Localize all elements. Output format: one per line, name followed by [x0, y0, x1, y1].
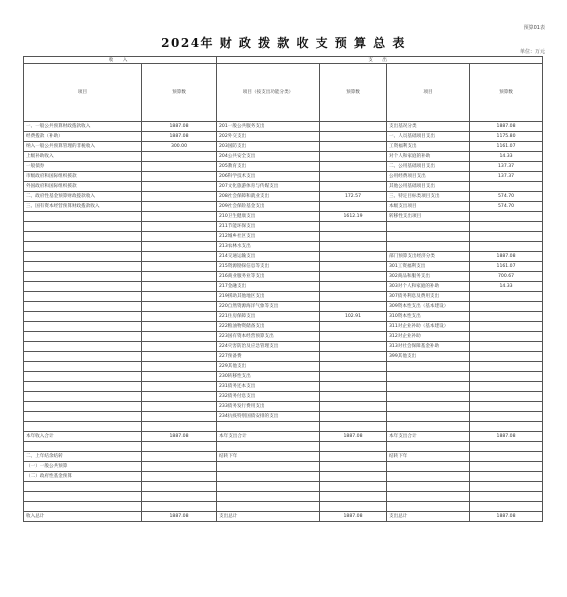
table-row: [24, 152, 543, 162]
table-row: [24, 452, 543, 462]
income-item-cell: [24, 372, 142, 382]
economic-item-cell: 三、特定目标类项目支出: [387, 192, 470, 202]
economic-amount-cell: [470, 382, 543, 392]
income-item-cell: [24, 422, 142, 432]
economic-item-cell: [387, 382, 470, 392]
function-item-cell: 230转移性支出: [217, 372, 320, 382]
table-row: [24, 182, 543, 192]
table-row: [24, 352, 543, 362]
economic-item-cell: [387, 372, 470, 382]
economic-item-cell: 本级支出项目: [387, 202, 470, 212]
function-item-cell: 213农林水支出: [217, 242, 320, 252]
income-item-cell: 外国政府和国际组织援款: [24, 182, 142, 192]
income-item-cell: 二、上年结余结转: [24, 452, 142, 462]
economic-item-cell: [387, 462, 470, 472]
income-item-cell: 市级政府和国际组织援款: [24, 172, 142, 182]
budget-table: [23, 56, 543, 522]
function-amount-cell: [320, 402, 387, 412]
table-row: [24, 132, 543, 142]
income-amount-cell: [142, 422, 217, 432]
economic-amount-cell: 14.33: [470, 152, 543, 162]
income-amount-cell: [142, 372, 217, 382]
income-item-cell: 一、一般公共预算财政拨款收入: [24, 122, 142, 132]
economic-item-cell: 301工资福利支出: [387, 262, 470, 272]
function-item-cell: 217金融支出: [217, 282, 320, 292]
income-item-cell: 二、政府性基金预算财政拨款收入: [24, 192, 142, 202]
economic-amount-cell: 574.70: [470, 192, 543, 202]
economic-amount-cell: 1175.80: [470, 132, 543, 142]
income-amount-cell: [142, 172, 217, 182]
economic-item-cell: 工资福利支出: [387, 142, 470, 152]
economic-amount-cell: 700.67: [470, 272, 543, 282]
economic-item-cell: 结转下年: [387, 452, 470, 462]
function-item-cell: [217, 482, 320, 492]
function-item-cell: 222粮油物资储备支出: [217, 322, 320, 332]
page-title: 2024年 财 政 拨 款 收 支 预 算 总 表: [161, 36, 406, 50]
economic-amount-cell: 1161.07: [470, 262, 543, 272]
table-row: [24, 332, 543, 342]
income-item-cell: [24, 302, 142, 312]
income-item-cell: [24, 242, 142, 252]
income-amount-cell: [142, 282, 217, 292]
function-item-cell: [217, 442, 320, 452]
function-item-cell: 233债务发行费用支出: [217, 402, 320, 412]
economic-amount-cell: [470, 332, 543, 342]
table-row: [24, 282, 543, 292]
function-amount-cell: [320, 372, 387, 382]
function-item-cell: [217, 472, 320, 482]
function-amount-cell: [320, 172, 387, 182]
income-item-cell: 三、国有资本经营预算财政拨款收入: [24, 202, 142, 212]
economic-amount-cell: [470, 342, 543, 352]
function-amount-cell: [320, 232, 387, 242]
table-row: [24, 482, 543, 492]
table-row: [24, 202, 543, 212]
section-header-row: [24, 57, 543, 64]
function-amount-cell: [320, 482, 387, 492]
function-item-cell: [217, 462, 320, 472]
function-amount-header: 预算数: [320, 64, 387, 122]
table-row: [24, 122, 543, 132]
table-row: [24, 342, 543, 352]
function-amount-cell: [320, 492, 387, 502]
function-item-cell: 216商业服务业等支出: [217, 272, 320, 282]
table-row: [24, 512, 543, 522]
function-amount-cell: [320, 502, 387, 512]
income-item-cell: [24, 332, 142, 342]
function-amount-cell: [320, 472, 387, 482]
economic-item-cell: 二、公用基础项目支出: [387, 162, 470, 172]
function-amount-cell: [320, 362, 387, 372]
economic-item-cell: [387, 492, 470, 502]
income-item-cell: [24, 482, 142, 492]
function-item-cell: 201一般公共服务支出: [217, 122, 320, 132]
function-amount-cell: [320, 222, 387, 232]
table-row: [24, 382, 543, 392]
income-amount-cell: [142, 312, 217, 322]
economic-amount-cell: 1161.07: [470, 142, 543, 152]
function-amount-cell: 1887.08: [320, 512, 387, 522]
income-item-cell: [24, 312, 142, 322]
economic-amount-cell: 1887.08: [470, 122, 543, 132]
economic-item-cell: [387, 232, 470, 242]
function-item-cell: 220自然资源海洋气象等支出: [217, 302, 320, 312]
function-item-cell: 211节能环保支出: [217, 222, 320, 232]
function-amount-cell: [320, 342, 387, 352]
table-row: [24, 412, 543, 422]
table-row: [24, 142, 543, 152]
function-item-cell: [217, 492, 320, 502]
table-row: [24, 242, 543, 252]
function-amount-cell: 172.57: [320, 192, 387, 202]
function-item-cell: 结转下年: [217, 452, 320, 462]
income-item-cell: （二）政府性基金预算: [24, 472, 142, 482]
table-row: [24, 192, 543, 202]
economic-amount-cell: [470, 182, 543, 192]
function-amount-cell: [320, 282, 387, 292]
function-item-cell: 206科学技术支出: [217, 172, 320, 182]
income-item-cell: [24, 272, 142, 282]
economic-amount-cell: [470, 482, 543, 492]
economic-amount-cell: [470, 452, 543, 462]
table-row: [24, 252, 543, 262]
income-item-cell: [24, 392, 142, 402]
economic-amount-cell: [470, 292, 543, 302]
economic-amount-cell: [470, 322, 543, 332]
income-item-cell: [24, 382, 142, 392]
income-item-cell: 一般债券: [24, 162, 142, 172]
table-row: [24, 222, 543, 232]
income-amount-cell: [142, 442, 217, 452]
income-amount-cell: [142, 222, 217, 232]
economic-item-cell: [387, 362, 470, 372]
economic-amount-cell: [470, 472, 543, 482]
income-amount-cell: [142, 492, 217, 502]
function-item-cell: 215资源勘探信息等支出: [217, 262, 320, 272]
function-item-cell: 203国防支出: [217, 142, 320, 152]
income-amount-cell: [142, 182, 217, 192]
table-row: [24, 302, 543, 312]
table-row: [24, 372, 543, 382]
table-row: [24, 262, 543, 272]
income-amount-cell: 1887.08: [142, 122, 217, 132]
table-row: [24, 312, 543, 322]
economic-item-cell: 其他公用基础项目支出: [387, 182, 470, 192]
income-amount-cell: [142, 402, 217, 412]
function-item-cell: 234抗疫特别国债安排的支出: [217, 412, 320, 422]
economic-item-cell: 公用经费项目支出: [387, 172, 470, 182]
income-amount-cell: 300.00: [142, 142, 217, 152]
income-amount-cell: [142, 472, 217, 482]
economic-item-cell: [387, 502, 470, 512]
economic-item-cell: [387, 412, 470, 422]
function-amount-cell: [320, 332, 387, 342]
income-item-cell: [24, 412, 142, 422]
income-item-cell: [24, 232, 142, 242]
economic-item-cell: 支出总计: [387, 512, 470, 522]
income-amount-cell: [142, 462, 217, 472]
function-item-cell: 227预备费: [217, 352, 320, 362]
economic-item-cell: [387, 482, 470, 492]
function-item-cell: 本年支出合计: [217, 432, 320, 442]
income-amount-cell: [142, 192, 217, 202]
income-amount-cell: [142, 412, 217, 422]
function-item-cell: 207文化旅游体育与传媒支出: [217, 182, 320, 192]
function-amount-cell: [320, 302, 387, 312]
income-amount-cell: [142, 242, 217, 252]
table-row: [24, 422, 543, 432]
function-item-cell: 223国有资本经营预算支出: [217, 332, 320, 342]
economic-amount-cell: [470, 442, 543, 452]
function-amount-cell: [320, 142, 387, 152]
table-row: [24, 432, 543, 442]
function-amount-cell: [320, 322, 387, 332]
income-amount-cell: [142, 362, 217, 372]
income-amount-cell: [142, 322, 217, 332]
table-row: [24, 322, 543, 332]
economic-item-header: 项目: [387, 64, 470, 122]
function-amount-cell: [320, 152, 387, 162]
function-amount-cell: [320, 442, 387, 452]
table-row: [24, 232, 543, 242]
income-section-header: 收 入: [24, 57, 217, 64]
table-row: [24, 502, 543, 512]
economic-amount-header: 预算数: [470, 64, 543, 122]
function-item-cell: 204公共安全支出: [217, 152, 320, 162]
table-row: [24, 392, 543, 402]
economic-amount-cell: [470, 212, 543, 222]
income-amount-cell: [142, 342, 217, 352]
income-item-cell: [24, 322, 142, 332]
income-item-cell: 上级补助收入: [24, 152, 142, 162]
function-item-cell: 210卫生健康支出: [217, 212, 320, 222]
income-amount-cell: [142, 382, 217, 392]
function-item-cell: 202外交支出: [217, 132, 320, 142]
unit-label: 单位：万元: [519, 49, 545, 55]
economic-item-cell: 309资本性支出（基本建设）: [387, 302, 470, 312]
table-row: [24, 162, 543, 172]
table-row: [24, 472, 543, 482]
function-amount-cell: [320, 352, 387, 362]
economic-amount-cell: [470, 392, 543, 402]
income-item-cell: （一）一般公共预算: [24, 462, 142, 472]
economic-amount-cell: [470, 312, 543, 322]
economic-amount-cell: [470, 422, 543, 432]
income-item-cell: [24, 402, 142, 412]
economic-item-cell: 399其他支出: [387, 352, 470, 362]
income-item-cell: [24, 442, 142, 452]
income-item-cell: 本年收入合计: [24, 432, 142, 442]
function-amount-cell: [320, 382, 387, 392]
income-item-header: 项目: [24, 64, 142, 122]
function-amount-cell: [320, 292, 387, 302]
income-item-cell: [24, 252, 142, 262]
economic-item-cell: 307债务利息及费用支出: [387, 292, 470, 302]
function-amount-cell: [320, 122, 387, 132]
income-item-cell: 收入总计: [24, 512, 142, 522]
function-item-cell: 231债务还本支出: [217, 382, 320, 392]
economic-amount-cell: [470, 302, 543, 312]
income-amount-cell: [142, 292, 217, 302]
function-item-cell: 214交通运输支出: [217, 252, 320, 262]
economic-amount-cell: 1887.08: [470, 512, 543, 522]
economic-amount-cell: 137.37: [470, 172, 543, 182]
income-amount-cell: [142, 162, 217, 172]
economic-amount-cell: 1887.08: [470, 432, 543, 442]
table-row: [24, 402, 543, 412]
function-amount-cell: [320, 422, 387, 432]
economic-item-cell: [387, 402, 470, 412]
economic-item-cell: 支出基况分类: [387, 122, 470, 132]
table-row: [24, 362, 543, 372]
table-row: [24, 492, 543, 502]
income-item-cell: [24, 292, 142, 302]
income-item-cell: [24, 282, 142, 292]
function-amount-cell: [320, 412, 387, 422]
economic-item-cell: 转移性支出项目: [387, 212, 470, 222]
function-item-cell: 205教育支出: [217, 162, 320, 172]
economic-item-cell: 一、人员基础项目支出: [387, 132, 470, 142]
economic-item-cell: [387, 242, 470, 252]
economic-item-cell: [387, 422, 470, 432]
income-item-cell: 纳入一般公共预算管理的非税收入: [24, 142, 142, 152]
income-amount-cell: [142, 152, 217, 162]
income-item-cell: 经费拨款（补助）: [24, 132, 142, 142]
income-amount-cell: 1887.08: [142, 132, 217, 142]
economic-item-cell: [387, 222, 470, 232]
income-amount-cell: [142, 502, 217, 512]
function-item-cell: [217, 422, 320, 432]
economic-item-cell: 302商品和服务支出: [387, 272, 470, 282]
function-amount-cell: [320, 202, 387, 212]
economic-amount-cell: 137.37: [470, 162, 543, 172]
economic-item-cell: 313对社会保障基金补助: [387, 342, 470, 352]
income-item-cell: [24, 262, 142, 272]
economic-amount-cell: [470, 352, 543, 362]
economic-amount-cell: [470, 502, 543, 512]
economic-item-cell: 311对企业补助（基本建设）: [387, 322, 470, 332]
function-item-cell: 209社会保险基金支出: [217, 202, 320, 212]
function-amount-cell: [320, 462, 387, 472]
column-header-row: [24, 64, 543, 122]
function-item-cell: 224灾害防治及应急管理支出: [217, 342, 320, 352]
economic-item-cell: [387, 392, 470, 402]
function-amount-cell: [320, 262, 387, 272]
income-item-cell: [24, 222, 142, 232]
economic-amount-cell: [470, 222, 543, 232]
economic-item-cell: 303对个人和家庭的补助: [387, 282, 470, 292]
function-item-cell: 208社会保障和就业支出: [217, 192, 320, 202]
function-item-cell: 212城乡社区支出: [217, 232, 320, 242]
function-item-cell: 229其他支出: [217, 362, 320, 372]
economic-amount-cell: [470, 372, 543, 382]
income-amount-cell: [142, 272, 217, 282]
function-item-cell: 232债务付息支出: [217, 392, 320, 402]
economic-amount-cell: [470, 402, 543, 412]
economic-item-cell: [387, 472, 470, 482]
income-amount-cell: [142, 352, 217, 362]
income-amount-cell: [142, 262, 217, 272]
income-item-cell: [24, 502, 142, 512]
function-item-cell: 221住房保障支出: [217, 312, 320, 322]
income-amount-cell: [142, 392, 217, 402]
function-item-header: 项目（按支出功能分类）: [217, 64, 320, 122]
economic-amount-cell: [470, 362, 543, 372]
economic-amount-cell: 1887.08: [470, 252, 543, 262]
economic-item-cell: 310资本性支出: [387, 312, 470, 322]
income-amount-cell: [142, 332, 217, 342]
table-row: [24, 172, 543, 182]
income-amount-cell: [142, 482, 217, 492]
income-amount-cell: [142, 212, 217, 222]
function-amount-cell: 102.91: [320, 312, 387, 322]
function-item-cell: [217, 502, 320, 512]
function-amount-cell: [320, 242, 387, 252]
table-row: [24, 292, 543, 302]
income-item-cell: [24, 212, 142, 222]
table-row: [24, 462, 543, 472]
function-amount-cell: [320, 182, 387, 192]
income-item-cell: [24, 362, 142, 372]
function-amount-cell: 1612.19: [320, 212, 387, 222]
economic-item-cell: 部门预算支出经济分类: [387, 252, 470, 262]
economic-item-cell: 对个人和家庭的补助: [387, 152, 470, 162]
income-amount-cell: [142, 202, 217, 212]
economic-amount-cell: 14.33: [470, 282, 543, 292]
table-row: [24, 272, 543, 282]
table-row: [24, 212, 543, 222]
economic-item-cell: 本年支出合计: [387, 432, 470, 442]
function-amount-cell: [320, 132, 387, 142]
income-amount-cell: [142, 302, 217, 312]
income-amount-cell: [142, 452, 217, 462]
function-item-cell: 支出总计: [217, 512, 320, 522]
function-amount-cell: [320, 272, 387, 282]
income-item-cell: [24, 352, 142, 362]
economic-amount-cell: [470, 242, 543, 252]
income-amount-cell: 1887.08: [142, 432, 217, 442]
income-amount-cell: [142, 252, 217, 262]
expense-section-header: 支 出: [217, 57, 543, 64]
function-amount-cell: [320, 452, 387, 462]
economic-amount-cell: [470, 412, 543, 422]
economic-item-cell: [387, 442, 470, 452]
function-amount-cell: [320, 162, 387, 172]
table-row: [24, 442, 543, 452]
economic-amount-cell: [470, 492, 543, 502]
function-amount-cell: [320, 392, 387, 402]
economic-amount-cell: [470, 462, 543, 472]
economic-amount-cell: [470, 232, 543, 242]
income-item-cell: [24, 342, 142, 352]
economic-amount-cell: 574.70: [470, 202, 543, 212]
function-amount-cell: [320, 252, 387, 262]
income-item-cell: [24, 492, 142, 502]
function-amount-cell: 1887.08: [320, 432, 387, 442]
income-amount-header: 预算数: [142, 64, 217, 122]
income-amount-cell: 1887.08: [142, 512, 217, 522]
function-item-cell: 219援助其他地区支出: [217, 292, 320, 302]
economic-item-cell: 312对企业补助: [387, 332, 470, 342]
table-code-label: 预算01表: [523, 25, 545, 31]
income-amount-cell: [142, 232, 217, 242]
